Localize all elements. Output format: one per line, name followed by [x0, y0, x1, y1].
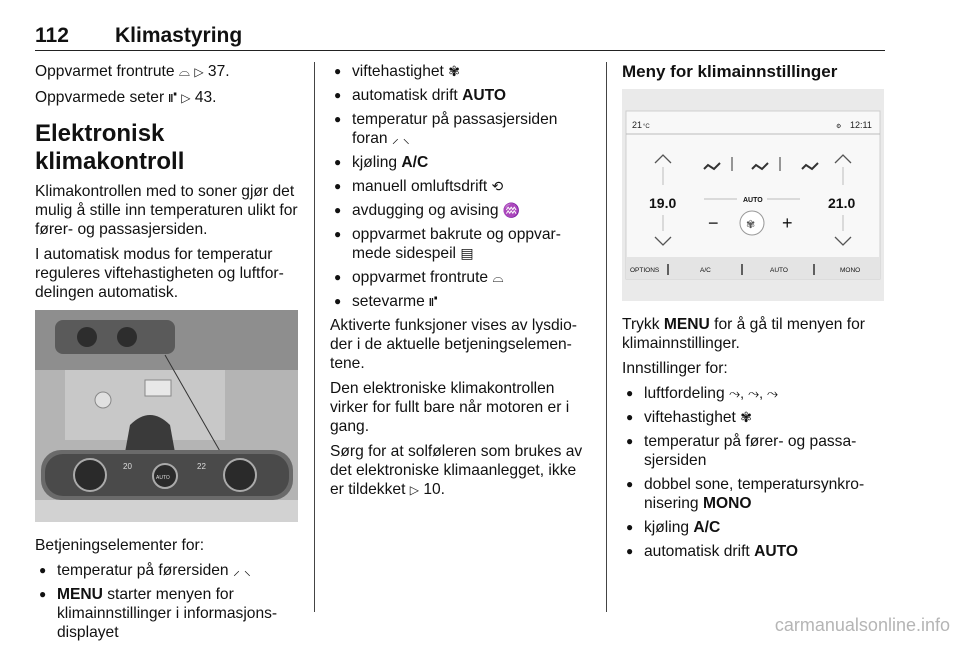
column-divider [606, 62, 607, 612]
ref-line-windscreen: Oppvarmet frontrute ⌓ ▷ 37. [35, 63, 230, 80]
page-title: Klimastyring [115, 24, 243, 47]
list-item: ● temperatur på passasjersiden foran ⸝ ⸜ [330, 110, 592, 148]
watermark: carmanualsonline.info [774, 615, 950, 635]
options-button: OPTIONS [630, 267, 660, 274]
fan-minus-button: − [708, 213, 719, 233]
temp-unit: °C [643, 124, 650, 130]
list-item: ● temperatur på fører- og passa-sjersiden [622, 432, 884, 470]
column-left [35, 62, 300, 647]
controls-label: Betjeningselementer for: [35, 537, 205, 554]
climate-settings-screen [622, 89, 884, 301]
fan-plus-button: + [782, 213, 793, 233]
outside-temp: 21 [632, 120, 643, 130]
section-heading: Elektronisk klimakontroll [35, 120, 185, 175]
settings-list [622, 384, 884, 561]
column-divider [314, 62, 315, 612]
mono-button: MONO [840, 267, 861, 274]
page-header [35, 24, 885, 51]
engine-paragraph: Den elektroniske klimakontrollen virker for fullt bare når motoren er i gang. [330, 380, 570, 435]
list-item: ● MENU starter menyen for klimainnstillinger i informasjons-displayet [35, 585, 300, 642]
recirculation-icon: ⟲ [491, 178, 504, 194]
list-item: ● oppvarmet frontrute ⌓ [330, 268, 592, 287]
page-ref-arrow-icon: ▷ [194, 65, 204, 79]
list-item: ● viftehastighet ✾ [622, 408, 884, 427]
controls-list [35, 561, 300, 642]
leds-paragraph: Aktiverte funksjoner vises av lysdio-der i de aktuelle betjeningselemen-tene. [330, 317, 577, 372]
heated-windscreen-icon: ⌓ [178, 63, 190, 79]
menu-heading: Meny for klimainnstillinger [622, 62, 838, 81]
list-item: ● setevarme ⑈ [330, 292, 592, 311]
list-item: ● luftfordeling ⤳, ⤳, ⤳ [622, 384, 884, 403]
list-item: ● temperatur på førersiden ⸝ ⸜ [35, 561, 300, 580]
list-item: ● avdugging og avising ♒ [330, 201, 592, 220]
fan-speed-icon: ✾ [746, 219, 756, 231]
heated-windscreen-icon: ⌓ [492, 269, 504, 285]
list-item: ● automatisk drift AUTO [330, 86, 592, 105]
list-item: ● viftehastighet ✾ [330, 62, 592, 81]
list-item: ● manuell omluftsdrift ⟲ [330, 177, 592, 196]
air-distribution-icon: ⤳, ⤳, ⤳ [728, 385, 779, 401]
list-item: ● kjøling A/C [330, 153, 592, 172]
panel-auto-label: AUTO [156, 475, 170, 481]
panel-right-temp: 22 [197, 462, 206, 471]
ref-line-seats: Oppvarmede seter ⑈ ▷ 43. [35, 89, 217, 106]
column-middle [330, 62, 592, 506]
left-temp: 19.0 [649, 195, 677, 211]
settings-label: Innstillinger for: [622, 360, 728, 377]
ac-button: A/C [700, 267, 711, 274]
rear-defrost-icon: ▤ [460, 245, 474, 261]
column-right [622, 62, 884, 566]
page-ref-arrow-icon: ▷ [409, 483, 419, 497]
page-number: 112 [35, 24, 69, 47]
auto-button: AUTO [770, 267, 788, 274]
heated-seat-icon: ⑈ [168, 89, 177, 105]
climate-panel-photo [35, 310, 298, 522]
list-item: ● kjøling A/C [622, 518, 884, 537]
clock: 12:11 [850, 120, 872, 130]
list-item: ● dobbel sone, temperatursynkro-nisering MONO [622, 475, 884, 513]
list-item: ● oppvarmet bakrute og oppvar-mede sidespeil ▤ [330, 225, 592, 263]
settings-gear-icon: ⚙ [836, 124, 842, 130]
temperature-knob-icon: ⸝ ⸜ [232, 562, 251, 578]
heated-seat-icon: ⑈ [429, 293, 438, 309]
sensor-paragraph: Sørg for at solføleren som brukes av det elektroniske klimaanlegget, ikke er tildekket ▷ 10. [330, 443, 583, 498]
fan-icon: ✾ [740, 409, 752, 425]
auto-mode-paragraph: I automatisk modus for temperatur reguleres viftehastigheten og luftfor-delingen automatisk. [35, 246, 284, 301]
right-temp: 21.0 [828, 195, 856, 211]
temperature-knob-icon: ⸝ ⸜ [391, 130, 410, 146]
defrost-icon: ♒ [502, 202, 521, 218]
fan-icon: ✾ [448, 63, 460, 79]
intro-paragraph: Klimakontrollen med to soner gjør det mulig å stille inn temperaturen ulikt for fører- og passasjersiden. [35, 183, 298, 238]
panel-left-temp: 20 [123, 462, 132, 471]
list-item: ● automatisk drift AUTO [622, 542, 884, 561]
auto-label: AUTO [743, 197, 763, 204]
menu-paragraph: Trykk MENU for å gå til menyen for klimainnstillinger. [622, 316, 865, 352]
page-ref-arrow-icon: ▷ [181, 91, 191, 105]
controls-list-continued [330, 62, 592, 311]
